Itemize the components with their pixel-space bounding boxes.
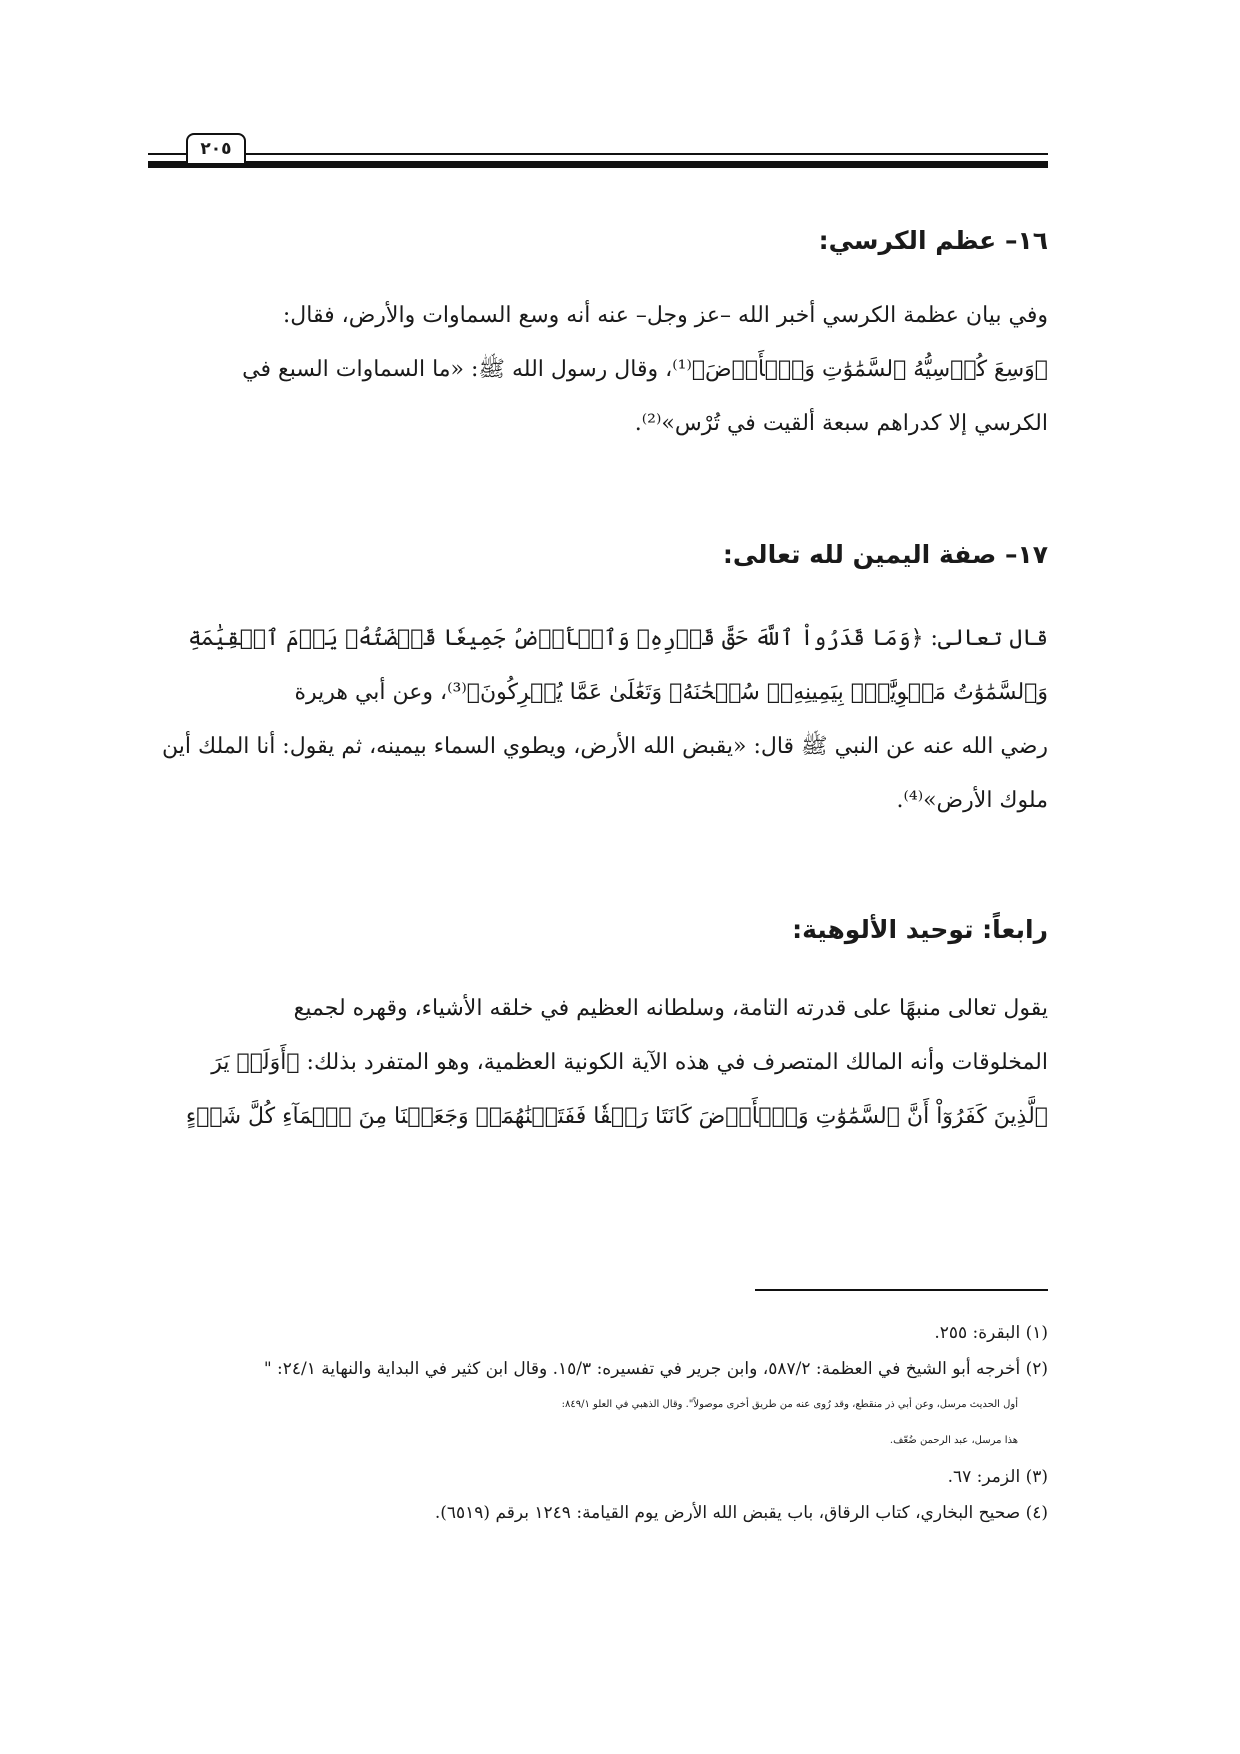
header-rule-thin xyxy=(148,153,1048,155)
footnote: (١) البقرة: ٢٥٥. xyxy=(934,1323,1048,1343)
text-line: الكرسي إلا كدراهم سبعة ألقيت في تُرْس»⁽²⁾. xyxy=(634,411,1048,436)
text-line: المخلوقات وأنه المالك المتصرف في هذه الآية الكونية العظمية، وهو المتفرد بذلك: ﴿أَوَلَمۡ يَرَ xyxy=(211,1050,1048,1075)
text-line: ﴿وَسِعَ كُرۡسِيُّهُ ٱلسَّمَٰوَٰتِ وَٱلۡأَرۡضَ﴾⁽¹⁾، وقال رسول الله ﷺ: «ما السماوات السبع في xyxy=(242,357,1048,382)
footnote-continuation: أول الحديث مرسل، وعن أبي ذر منقطع، وقد رُوى عنه من طريق أخرى موصولاً". وقال الذهبي في العلو ٨٤٩/١: xyxy=(561,1399,1018,1410)
paragraph-uluhiyya xyxy=(148,982,1048,1144)
text-line: يقول تعالى منبهًا على قدرته التامة، وسلطانه العظيم في خلقه الأشياء، وقهره لجميع xyxy=(293,996,1048,1021)
section-heading-kursi: ١٦– عظم الكرسي: xyxy=(818,226,1048,255)
paragraph-yamin xyxy=(148,612,1048,828)
text-line: قال تعالى: ﴿وَمَا قَدَرُواْ ٱللَّهَ حَقَّ قَدۡرِهِۦ وَٱلۡأَرۡضُ جَمِيعٗا قَبۡضَتُهُۥ يَوۡمَ ٱلۡقِيَٰمَةِ xyxy=(188,626,1048,651)
text-line: ٱلَّذِينَ كَفَرُوٓاْ أَنَّ ٱلسَّمَٰوَٰتِ وَٱلۡأَرۡضَ كَانَتَا رَتۡقٗا فَفَتَقۡنَٰهُمَاۖ وَجَعَلۡنَا مِنَ ٱلۡمَآءِ كُلَّ شَيۡءٍ xyxy=(185,1104,1048,1129)
footnote-continuation: هذا مرسل، عبد الرحمن ضُعّف. xyxy=(889,1435,1018,1446)
footnote-separator xyxy=(148,1289,1048,1291)
paragraph-kursi xyxy=(148,289,1048,451)
section-heading-yamin: ١٧– صفة اليمين لله تعالى: xyxy=(722,540,1048,569)
text-line: وَٱلسَّمَٰوَٰتُ مَطۡوِيَّٰتُۢ بِيَمِينِهِۦۚ سُبۡحَٰنَهُۥ وَتَعَٰلَىٰ عَمَّا يُشۡرِكُونَ﴾⁽³⁾، وعن أبي هريرة xyxy=(294,680,1048,705)
footnotes xyxy=(148,1315,1048,1531)
footnote: (٢) أخرجه أبو الشيخ في العظمة: ٥٨٧/٢، وابن جرير في تفسيره: ١٥/٣. وقال ابن كثير في البداية والنهاية ٢٤/١: " xyxy=(263,1359,1048,1379)
footnote: (٣) الزمر: ٦٧. xyxy=(947,1467,1048,1487)
text-line: رضي الله عنه عن النبي ﷺ قال: «يقبض الله الأرض، ويطوي السماء بيمينه، ثم يقول: أنا الملك أين xyxy=(162,734,1048,759)
page-number: ٢٠٥ xyxy=(186,133,246,163)
footnote: (٤) صحيح البخاري، كتاب الرقاق، باب يقبض الله الأرض يوم القيامة: ١٢٤٩ برقم (٦٥١٩). xyxy=(434,1503,1048,1523)
page-header xyxy=(0,0,1240,180)
section-heading-uluhiyya: رابعاً: توحيد الألوهية: xyxy=(792,915,1048,944)
header-rule-thick xyxy=(148,161,1048,168)
text-line: ملوك الأرض»⁽⁴⁾. xyxy=(896,788,1048,813)
text-line: وفي بيان عظمة الكرسي أخبر الله –عز وجل– عنه أنه وسع السماوات والأرض، فقال: xyxy=(282,303,1048,328)
